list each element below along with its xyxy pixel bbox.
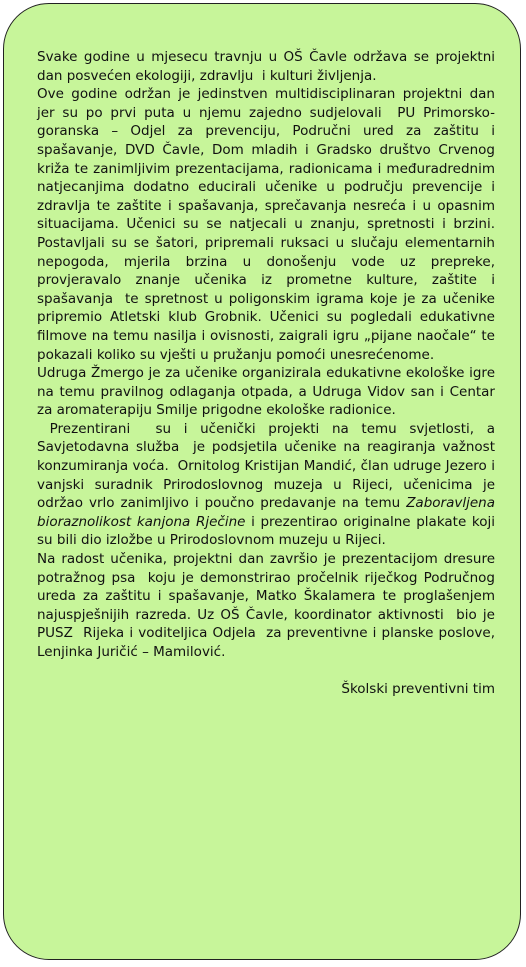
presentations-text-end: i prezentirao originalne plakate koji su bili dio izložbe u Prirodoslovnom muzeju u Rijeci. <box>37 513 500 549</box>
paragraph-project-day: Ove godine održan je jedinstven multidisciplinaran projektni dan jer su po prvi puta u njemu zajedno sudjelovali PU Primorsko-goranska – Odjel za prevenciju, Područni ured za zaštitu i spašavanje, DVD Čavle, Dom mladih i Gradsko društvo Crvenog križa te zanimljivim prezentacijama, radionicama i međuradrednim natjecanjima dodatno educirali učenike u području prevencije i zdravlja te zaštite i spašavanja, sprečavanja nesreća i u opasnim situacijama. Učenici su se natjecali u znanju, spretnosti i brzini. Postavljali su se šatori, pripremali ruksaci u slučaju elementarnih nepogoda, mjerila brzina u donošenju vode uz prepreke, provjeravalo znanje učenika iz prometne kulture, zaštite i spašavanja te spretnost u poligonskim igrama koje je za učenike pripremio Atletski klub Grobnik. Učenici su pogledali edukativne filmove na temu nasilja i ovisnosti, zaigrali igru „pijane naočale“ te pokazali koliko su vješti u pružanju pomoći unesrećenome. <box>37 86 500 363</box>
text-card <box>3 3 521 960</box>
paragraph-intro: Svake godine u mjesecu travnju u OŠ Čavle održava se projektni dan posvećen ekologiji, zdravlju i kulturi življenja. <box>37 49 500 84</box>
lecture-topic: Zaboravljena bioraznolikost kanjona Rječine <box>37 495 500 530</box>
paragraph-closing: Na radost učenika, projektni dan završio je prezentacijom dresure potražnog psa koju je demonstrirao pročelnik riječkog Područnog ureda za zaštitu i spašavanje, Matko Škalamera te proglašenjem najuspješnijih razreda. Uz OŠ Čavle, koordinator aktivnosti bio je PUSZ Rijeka i voditeljica Odjela za preventivne i planske poslove, Lenjinka Juričić – Mamilović. <box>37 551 500 660</box>
signature: Školski preventivni tim <box>341 681 495 698</box>
paragraph-associations: Udruga Žmergo je za učenike organizirala edukativne ekološke igre na temu pravilnog odlaganja otpada, a Udruga Vidov san i Centar za aromaterapiju Smilje prigodne ekološke radionice. <box>37 365 500 419</box>
paragraph-presentations <box>37 420 500 550</box>
spacer <box>37 662 495 681</box>
article-body <box>37 48 500 699</box>
presentations-text: Prezentirani su i učenički projekti na temu svjetlosti, a Savjetodavna služba je podsjetila učenike na reagiranja važnost konzumiranja voća. Ornitolog Kristijan Mandić, član udruge Jezero i vanjski suradnik Prirodoslovnog muzeja u Rijeci, učenicima je održao vrlo zanimljivo i poučno predavanje na temu <box>37 420 500 512</box>
